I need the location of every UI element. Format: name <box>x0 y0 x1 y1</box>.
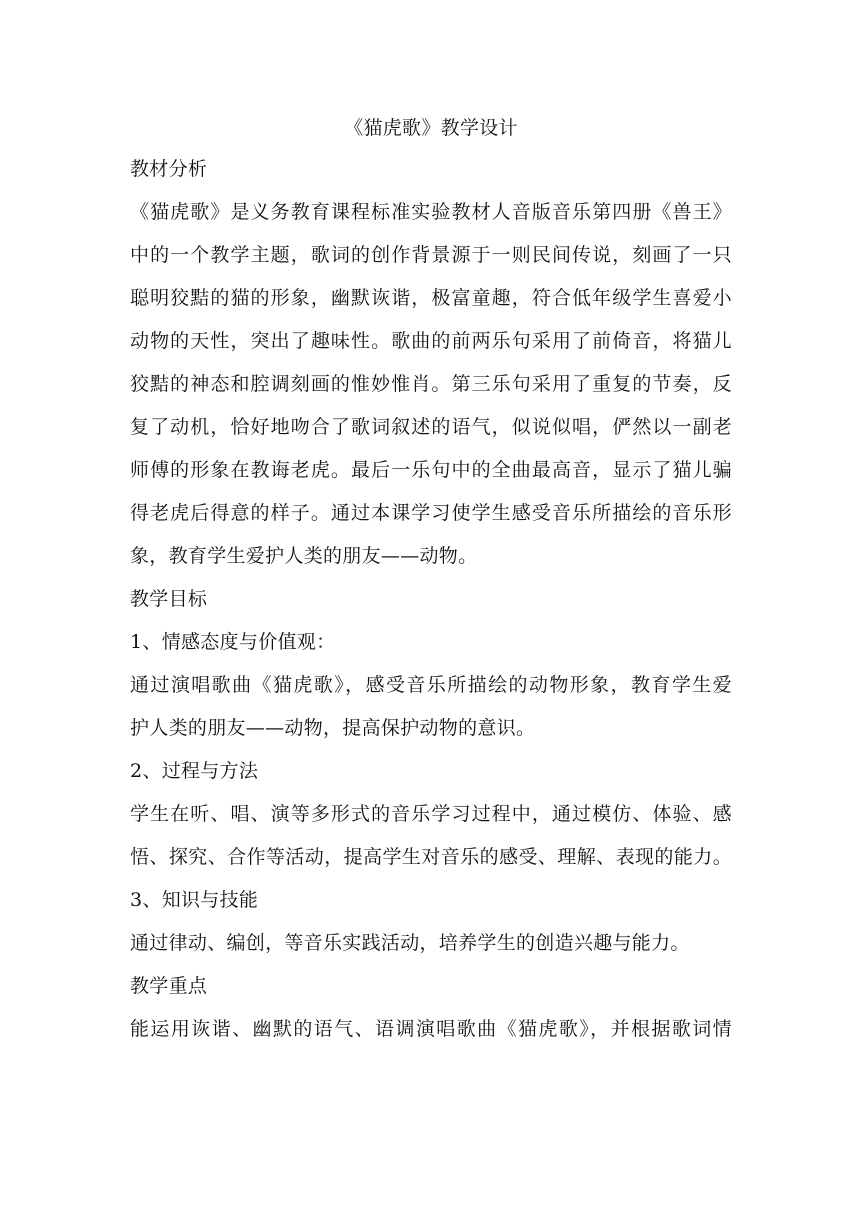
goal-label-2: 2、过程与方法 <box>130 760 259 782</box>
keypoints-paragraph <box>130 1013 732 1046</box>
paragraph-line: 学生在听、唱、演等多形式的音乐学习过程中，通过模仿、体验、感 <box>130 803 732 825</box>
goal-paragraph-3 <box>130 927 732 960</box>
analysis-paragraph <box>130 196 732 573</box>
paragraph-line: 《猫虎歌》是义务教育课程标准实验教材人音版音乐第四册《兽王》 <box>130 201 732 223</box>
goal-label-1: 1、情感态度与价值观： <box>130 631 336 653</box>
paragraph-line: 师傅的形象在教诲老虎。最后一乐句中的全曲最高音，显示了猫儿骗 <box>130 459 732 481</box>
goal-label-3: 3、知识与技能 <box>130 889 259 911</box>
paragraph-line: 能运用诙谐、幽默的语气、语调演唱歌曲《猫虎歌》，并根据歌词情 <box>130 1018 732 1040</box>
paragraph-line: 复了动机，恰好地吻合了歌词叙述的语气，似说似唱，俨然以一副老 <box>130 416 732 438</box>
paragraph-line: 悟、探究、合作等活动，提高学生对音乐的感受、理解、表现的能力。 <box>130 846 732 868</box>
document-content <box>130 112 732 1056</box>
paragraph-line: 聪明狡黠的猫的形象，幽默诙谐，极富童趣，符合低年级学生喜爱小 <box>130 287 732 309</box>
section-heading-keypoints: 教学重点 <box>130 975 208 997</box>
paragraph-line: 动物的天性，突出了趣味性。歌曲的前两乐句采用了前倚音，将猫儿 <box>130 330 732 352</box>
goal-paragraph-1 <box>130 669 732 745</box>
section-heading-goals: 教学目标 <box>130 588 208 610</box>
paragraph-line: 得老虎后得意的样子。通过本课学习使学生感受音乐所描绘的音乐形 <box>130 502 732 524</box>
paragraph-line: 通过演唱歌曲《猫虎歌》，感受音乐所描绘的动物形象，教育学生爱 <box>130 674 732 696</box>
paragraph-line: 狡黠的神态和腔调刻画的惟妙惟肖。第三乐句采用了重复的节奏，反 <box>130 373 732 395</box>
goal-paragraph-2 <box>130 798 732 874</box>
document-title: 《猫虎歌》教学设计 <box>344 117 518 139</box>
paragraph-line: 象，教育学生爱护人类的朋友——动物。 <box>130 545 478 567</box>
paragraph-line: 护人类的朋友——动物，提高保护动物的意识。 <box>130 717 536 739</box>
section-heading-analysis: 教材分析 <box>130 158 208 180</box>
paragraph-line: 中的一个教学主题，歌词的创作背景源于一则民间传说，刻画了一只 <box>130 244 732 266</box>
paragraph-line: 通过律动、编创，等音乐实践活动，培养学生的创造兴趣与能力。 <box>130 932 690 954</box>
